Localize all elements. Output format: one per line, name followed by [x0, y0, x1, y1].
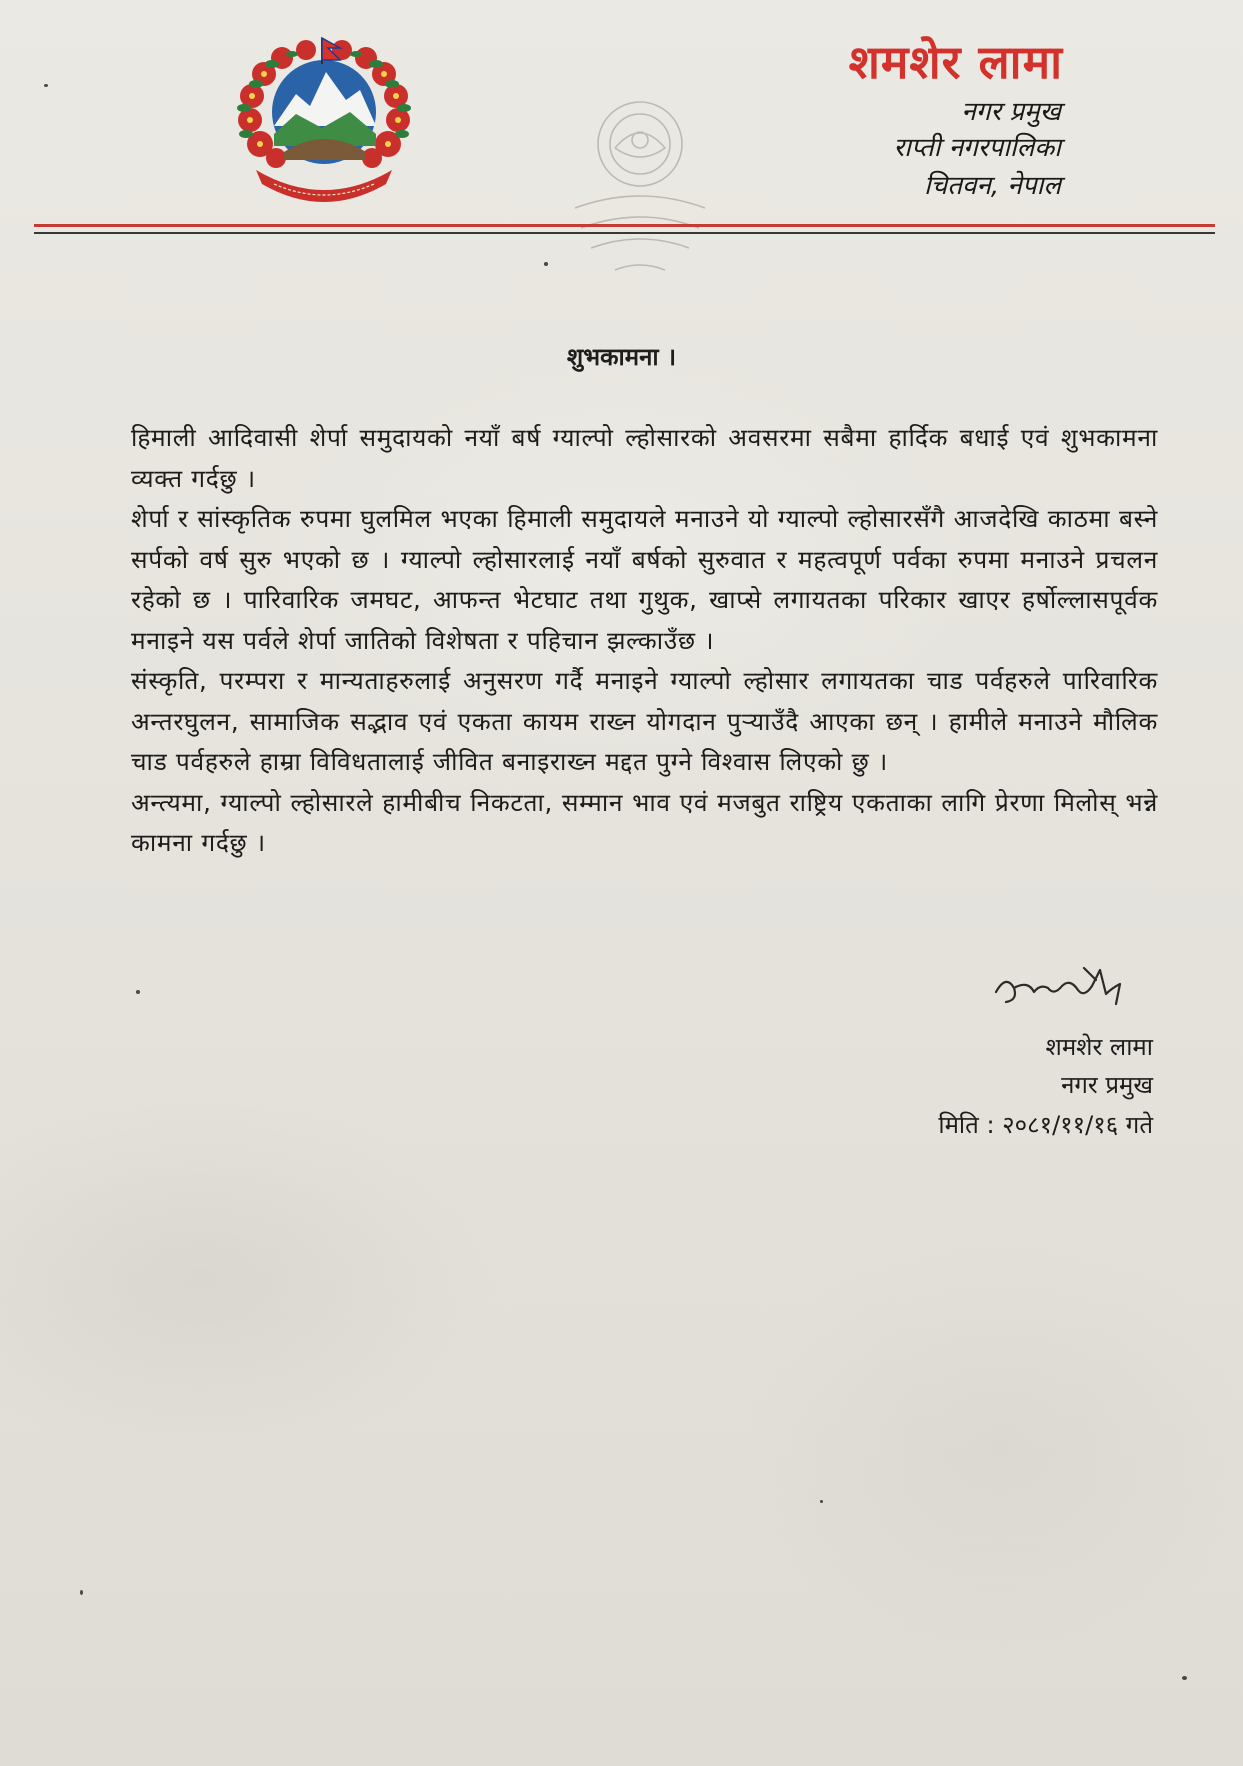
letter-date: मिति : २०८१/११/१६ गते: [938, 1111, 1153, 1139]
letterhead-organization: राप्ती नगरपालिका: [893, 133, 1061, 163]
body-paragraph: संस्कृति, परम्परा र मान्यताहरुलाई अनुसरण गर्दै मनाइने ग्याल्पो ल्होसार लगायतका चाड पर्वहरुले पारिवारिक अन्तरघुलन, सामाजिक सद्भाव एवं एकता कायम राख्न योगदान पुर्‍याउँदै आएका छन् । हामीले मनाउने मौलिक चाड पर्वहरुले हाम्रा विविधतालाई जीवित बनाइराख्न मद्दत पुग्ने विश्वास लिएको छु ।: [131, 666, 1158, 776]
paper-speck: [544, 262, 548, 266]
office-stamp-icon: [555, 88, 725, 288]
body-paragraph: अन्त्यमा, ग्याल्पो ल्होसारले हामीबीच निकटता, सम्मान भाव एवं मजबुत राष्ट्रिय एकताका लागि प्रेरणा मिलोस् भन्ने कामना गर्दछु ।: [131, 787, 1158, 857]
header-rule-red: [34, 224, 1215, 227]
letterhead-district: चितवन, नेपाल: [923, 171, 1061, 201]
body-paragraph: शेर्पा र सांस्कृतिक रुपमा घुलमिल भएका हिमाली समुदायले मनाउने यो ग्याल्पो ल्होसारसँगै आजदेखि काठमा बस्ने सर्पको वर्ष सुरु भएको छ । ग्याल्पो ल्होसारलाई नयाँ बर्षको सुरुवात र महत्वपूर्ण पर्वका रुपमा मनाउने प्रचलन रहेको छ । पारिवारिक जमघट, आफन्त भेटघाट तथा गुथुक, खाप्से लगायतका परिकार खाएर हर्षोल्लासपूर्वक मनाइने यस पर्वले शेर्पा जातिको विशेषता र पहिचान झल्काउँछ ।: [131, 504, 1158, 655]
letter-subject: शुभकामना ।: [566, 343, 677, 371]
body-paragraph: हिमाली आदिवासी शेर्पा समुदायको नयाँ बर्ष ग्याल्पो ल्होसारको अवसरमा सबैमा हार्दिक बधाई एवं शुभकामना व्यक्त गर्दछु ।: [131, 423, 1158, 493]
nepal-emblem-icon: [226, 34, 422, 204]
paper-speck: [136, 990, 140, 994]
letter-body: [131, 418, 1158, 864]
paper-speck: [80, 1590, 83, 1595]
paper-speck: [1182, 1676, 1187, 1680]
handwritten-signature-icon: [988, 958, 1138, 1020]
signatory-title: नगर प्रमुख: [1061, 1071, 1153, 1099]
paper-speck: [820, 1500, 823, 1503]
letterhead-title: नगर प्रमुख: [961, 97, 1061, 127]
signatory-name: शमशेर लामा: [1045, 1033, 1153, 1061]
paper-speck: [44, 84, 48, 87]
header-rule-dark: [34, 232, 1215, 234]
letterhead-name: शमशेर लामा: [848, 35, 1063, 89]
